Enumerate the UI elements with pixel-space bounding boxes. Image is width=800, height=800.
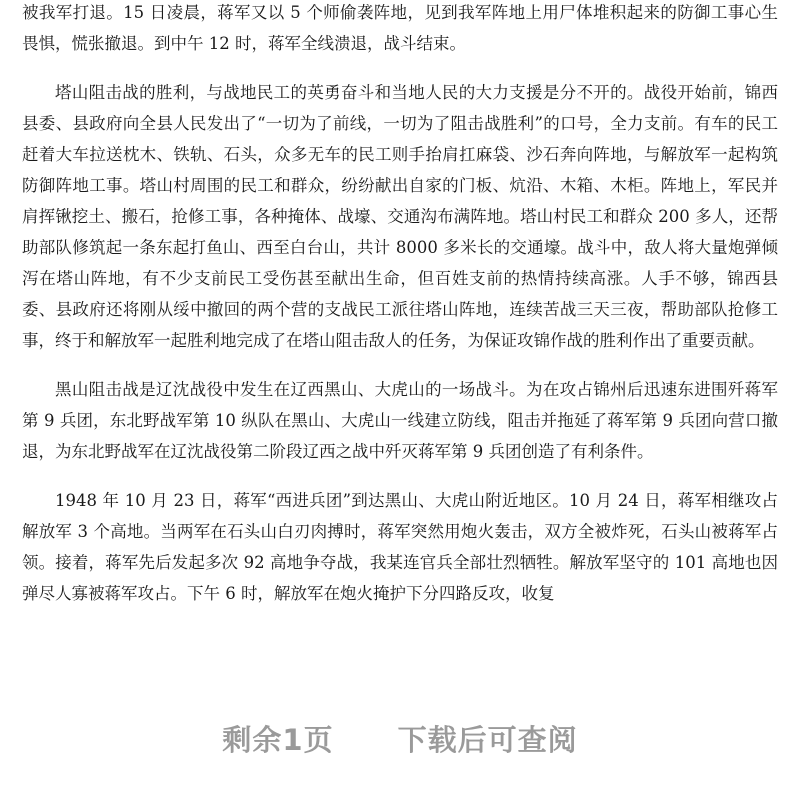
paragraph: 1948 年 10 月 23 日，蒋军“西进兵团”到达黑山、大虎山附近地区。10 月 24 日，蒋军相继攻占解放军 3 个高地。当两军在石头山白刃肉搏时，蒋军突然用炮火轰击，双方全被炸死，石头山被蒋军占领。接着，蒋军先后发起多次 92 高地争夺战，我某连官兵全部壮烈牺牲。解放军坚守的 101 高地也因弹尽人寡被蒋军攻占。下午 6 时，解放军在炮火掩护下分四路反攻，收复	[22, 491, 778, 603]
remaining-pages-label: 剩余1页	[222, 722, 334, 757]
paragraph: 被我军打退。15 日凌晨，蒋军又以 5 个师偷袭阵地，见到我军阵地上用尸体堆积起来的防御工事心生畏惧，慌张撤退。到中午 12 时，蒋军全线溃退，战斗结束。	[22, 3, 778, 53]
download-to-view-label[interactable]: 下载后可查阅	[397, 722, 578, 757]
paragraph: 黑山阻击战是辽沈战役中发生在辽西黑山、大虎山的一场战斗。为在攻占锦州后迅速东进围歼蒋军第 9 兵团，东北野战军第 10 纵队在黑山、大虎山一线建立防线，阻击并拖延了蒋军第 9 兵团向营口撤退，为东北野战军在辽沈战役第二阶段辽西之战中歼灭蒋军第 9 兵团创造了有利条件。	[22, 380, 778, 461]
document-body	[22, 0, 778, 609]
preview-limit-banner	[0, 718, 800, 758]
paragraph: 塔山阻击战的胜利，与战地民工的英勇奋斗和当地人民的大力支援是分不开的。战役开始前，锦西县委、县政府向全县人民发出了“一切为了前线，一切为了阻击战胜利”的口号，全力支前。有车的民工赶着大车拉送枕木、铁轨、石头，众多无车的民工则手抬肩扛麻袋、沙石奔向阵地，与解放军一起构筑防御阵地工事。塔山村周围的民工和群众，纷纷献出自家的门板、炕沿、木箱、木柜。阵地上，军民并肩挥锹挖土、搬石，抢修工事，各种掩体、战壕、交通沟布满阵地。塔山村民工和群众 200 多人，还帮助部队修筑起一条东起打鱼山、西至白台山，共计 8000 多米长的交通壕。战斗中，敌人将大量炮弹倾泻在塔山阵地，有不少支前民工受伤甚至献出生命，但百姓支前的热情持续高涨。人手不够，锦西县委、县政府还将刚从绥中撤回的两个营的支战民工派往塔山阵地，连续苦战三天三夜，帮助部队抢修工事，终于和解放军一起胜利地完成了在塔山阻击敌人的任务，为保证攻锦作战的胜利作出了重要贡献。	[22, 83, 778, 350]
